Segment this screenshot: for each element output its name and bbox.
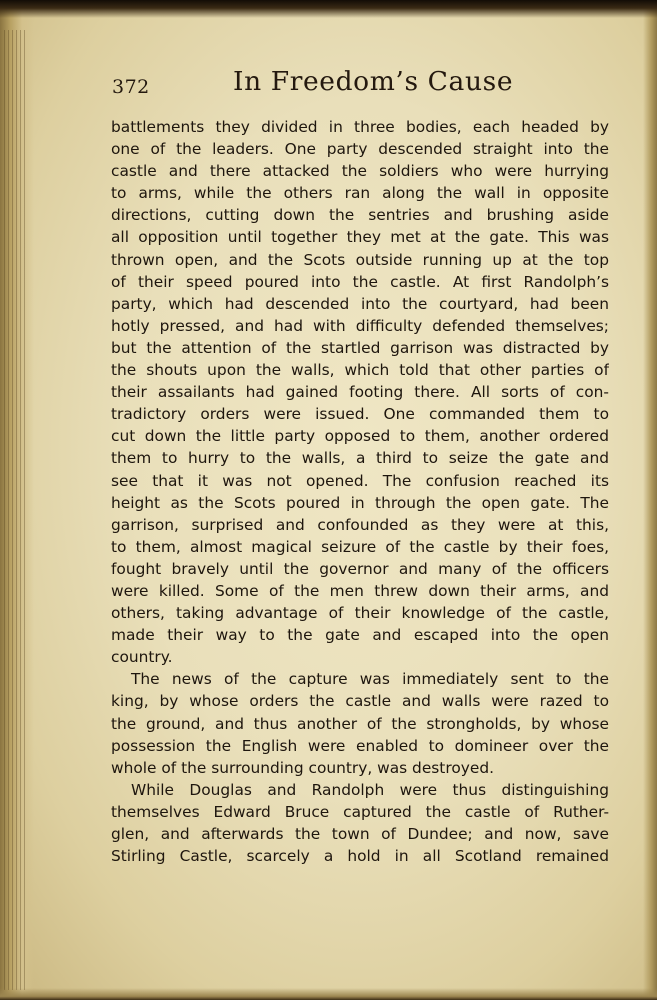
text-line: whole of the surrounding country, was destroyed. xyxy=(111,758,494,777)
page-bottom-edge xyxy=(0,988,657,1000)
text-line: all opposition until together they met at the gate. This was xyxy=(111,228,609,247)
text-line: Stirling Castle, scarcely a hold in all Scotland remained xyxy=(111,847,609,866)
body-text xyxy=(111,116,609,867)
running-title: In Freedom’s Cause xyxy=(233,66,514,97)
text-line: of their speed poured into the castle. At first Randolph’s xyxy=(111,272,609,291)
text-line: their assailants had gained footing there. All sorts of con- xyxy=(111,383,609,402)
page-right-edge xyxy=(643,0,657,1000)
page-edge-texture xyxy=(4,30,26,990)
text-line: but the attention of the startled garrison was distracted by xyxy=(111,338,609,357)
text-line: to them, almost magical seizure of the castle by their foes, xyxy=(111,537,609,556)
page-header xyxy=(112,66,612,106)
text-line: directions, cutting down the sentries and brushing aside xyxy=(111,206,609,225)
text-line: glen, and afterwards the town of Dundee; and now, save xyxy=(111,825,609,843)
text-line: height as the Scots poured in through the open gate. The xyxy=(111,493,609,512)
text-line: them to hurry to the walls, a third to seize the gate and xyxy=(111,449,609,468)
text-line: the shouts upon the walls, which told that other parties of xyxy=(111,361,609,380)
page-top-shadow xyxy=(0,0,657,18)
text-line: made their way to the gate and escaped into the open xyxy=(111,626,609,645)
text-line: to arms, while the others ran along the wall in opposite xyxy=(111,184,609,203)
page-number: 372 xyxy=(112,76,150,98)
text-line: were killed. Some of the men threw down their arms, and xyxy=(111,581,609,600)
text-line: fought bravely until the governor and many of the officers xyxy=(111,559,609,578)
text-line: party, which had descended into the courtyard, had been xyxy=(111,294,609,313)
text-line: possession the English were enabled to domineer over the xyxy=(111,736,609,755)
text-line: see that it was not opened. The confusion reached its xyxy=(111,471,609,490)
text-line: one of the leaders. One party descended straight into the xyxy=(111,140,609,159)
text-line: country. xyxy=(111,648,173,667)
text-line: The news of the capture was immediately sent to the xyxy=(131,670,609,689)
text-line: king, by whose orders the castle and walls were razed to xyxy=(111,692,609,711)
text-line: the ground, and thus another of the strongholds, by whose xyxy=(111,714,609,733)
text-line: While Douglas and Randolph were thus distinguishing xyxy=(131,780,609,799)
text-line: hotly pressed, and had with difficulty defended themselves; xyxy=(111,316,609,335)
text-line: castle and there attacked the soldiers who were hurrying xyxy=(111,162,609,181)
text-line: cut down the little party opposed to them, another ordered xyxy=(111,427,609,446)
text-line: thrown open, and the Scots outside running up at the top xyxy=(111,250,609,269)
text-line: battlements they divided in three bodies, each headed by xyxy=(111,118,609,136)
text-line: tradictory orders were issued. One commanded them to xyxy=(111,405,609,424)
text-line: garrison, surprised and confounded as they were at this, xyxy=(111,515,609,534)
text-line: others, taking advantage of their knowledge of the castle, xyxy=(111,604,609,623)
text-line: themselves Edward Bruce captured the castle of Ruther- xyxy=(111,802,609,821)
